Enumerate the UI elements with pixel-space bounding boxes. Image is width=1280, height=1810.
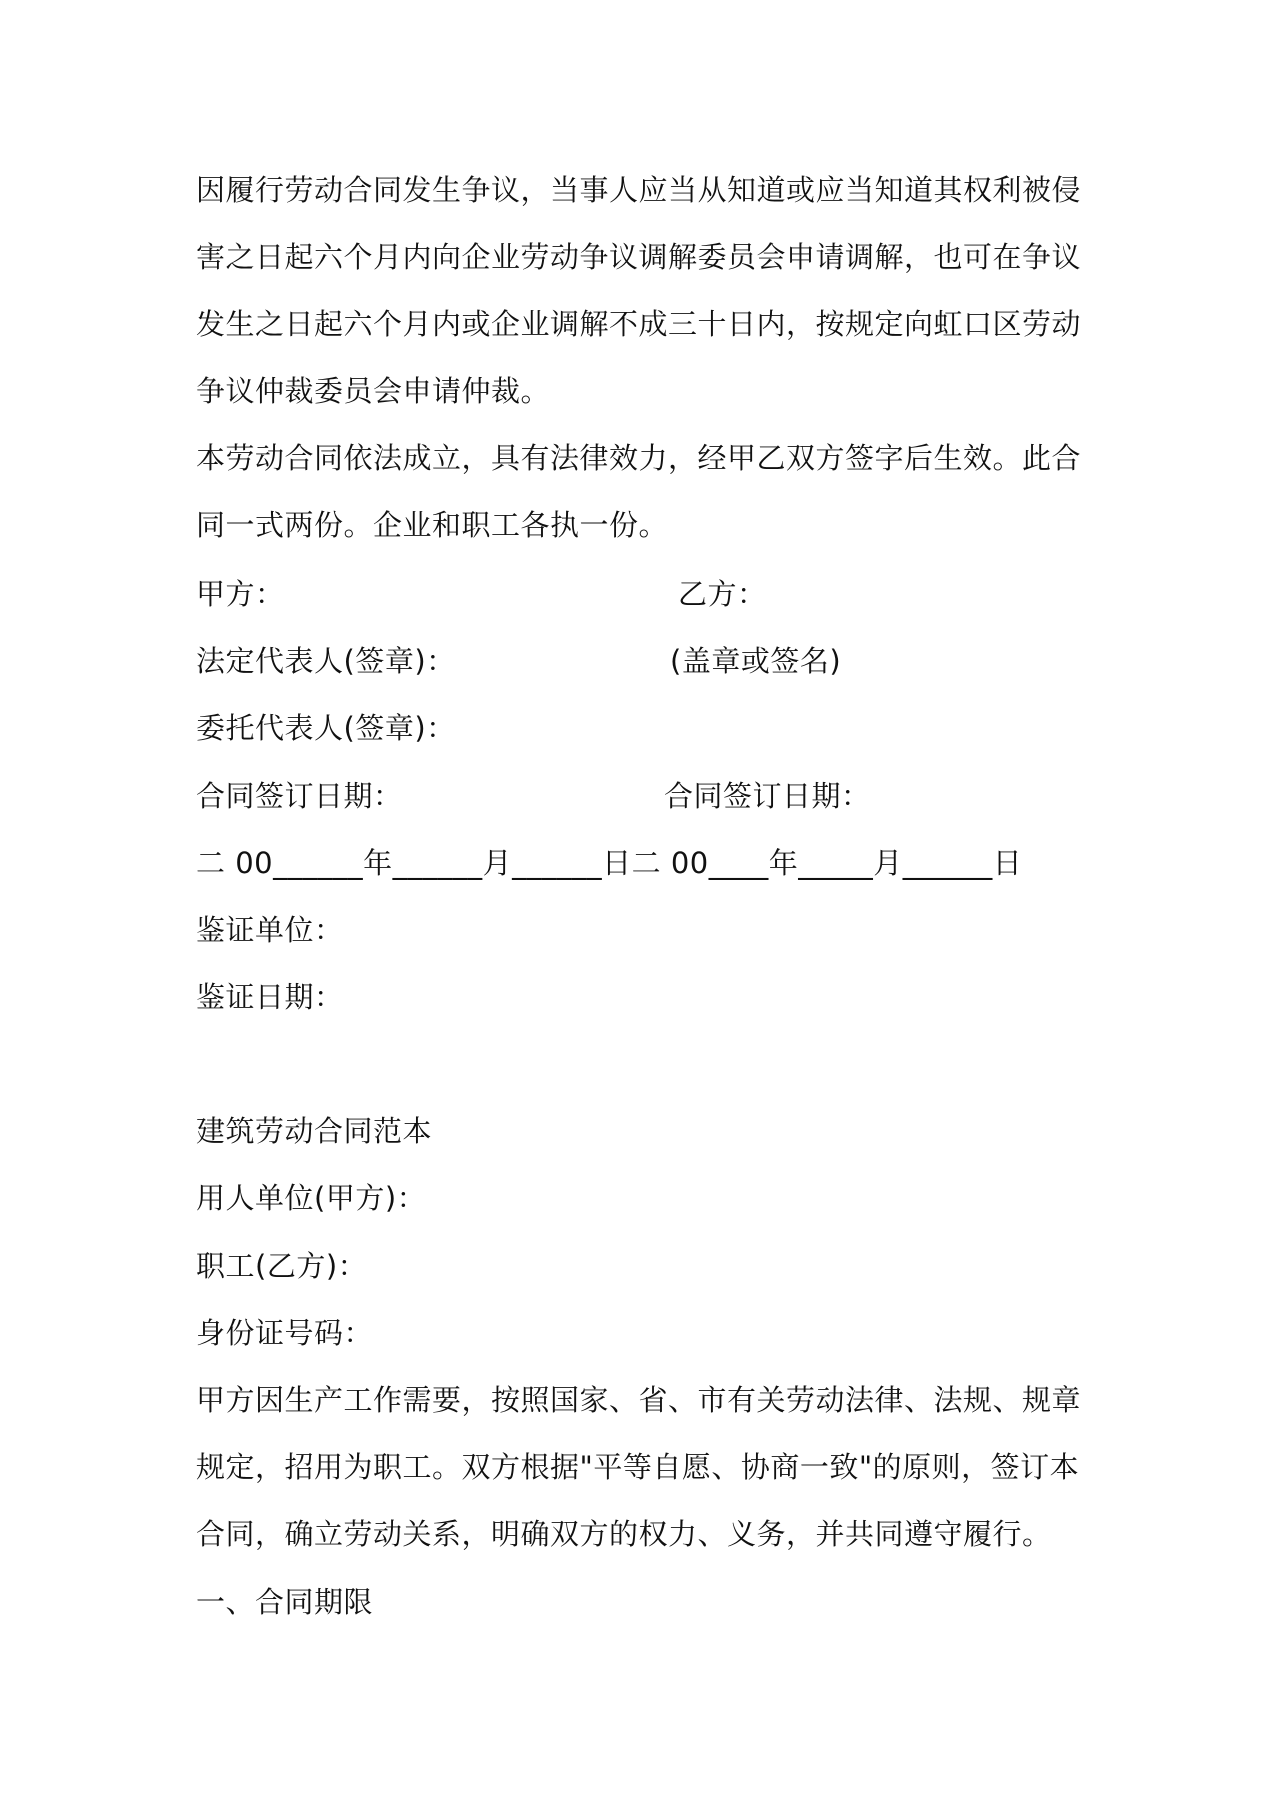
paragraph-dispute-line-1: 因履行劳动合同发生争议，当事人应当从知道或应当知道其权利被侵	[196, 173, 1082, 207]
sign-date-a-label: 合同签订日期：	[196, 779, 403, 813]
paragraph-dispute-line-2: 害之日起六个月内向企业劳动争议调解委员会申请调解，也可在争议	[196, 240, 1082, 274]
legal-rep-label: 法定代表人(签章)：	[196, 644, 456, 678]
paragraph-dispute-line-4: 争议仲裁委员会申请仲裁。	[196, 374, 551, 408]
paragraph-validity-line-2: 同一式两份。企业和职工各执一份。	[196, 508, 669, 542]
paragraph-validity-line-1: 本劳动合同依法成立，具有法律效力，经甲乙双方签字后生效。此合	[196, 441, 1082, 475]
paragraph-dispute-line-3: 发生之日起六个月内或企业调解不成三十日内，按规定向虹口区劳动	[196, 307, 1082, 341]
party-a-label: 甲方：	[196, 577, 285, 611]
paragraph-intro-line-3: 合同，确立劳动关系，明确双方的权力、义务，并共同遵守履行。	[196, 1517, 1052, 1551]
clause-heading-term: 一、合同期限	[196, 1585, 374, 1619]
verify-unit-label: 鉴证单位：	[196, 913, 344, 947]
id-number-label: 身份证号码：	[196, 1316, 374, 1350]
paragraph-intro-line-2: 规定，招用为职工。双方根据"平等自愿、协商一致"的原则，签订本	[196, 1450, 1080, 1484]
party-b-label: 乙方：	[678, 577, 767, 611]
seal-or-sign-label: (盖章或签名)	[670, 644, 842, 678]
date-line: 二 00______年______月______日二 00____年_____月______日	[196, 846, 1023, 880]
employee-label: 职工(乙方)：	[196, 1249, 368, 1283]
employer-label: 用人单位(甲方)：	[196, 1181, 427, 1215]
verify-date-label: 鉴证日期：	[196, 980, 344, 1014]
paragraph-intro-line-1: 甲方因生产工作需要，按照国家、省、市有关劳动法律、法规、规章	[196, 1383, 1082, 1417]
sign-date-b-label: 合同签订日期：	[664, 779, 871, 813]
section-title: 建筑劳动合同范本	[196, 1114, 433, 1148]
entrusted-rep-label: 委托代表人(签章)：	[196, 711, 456, 745]
